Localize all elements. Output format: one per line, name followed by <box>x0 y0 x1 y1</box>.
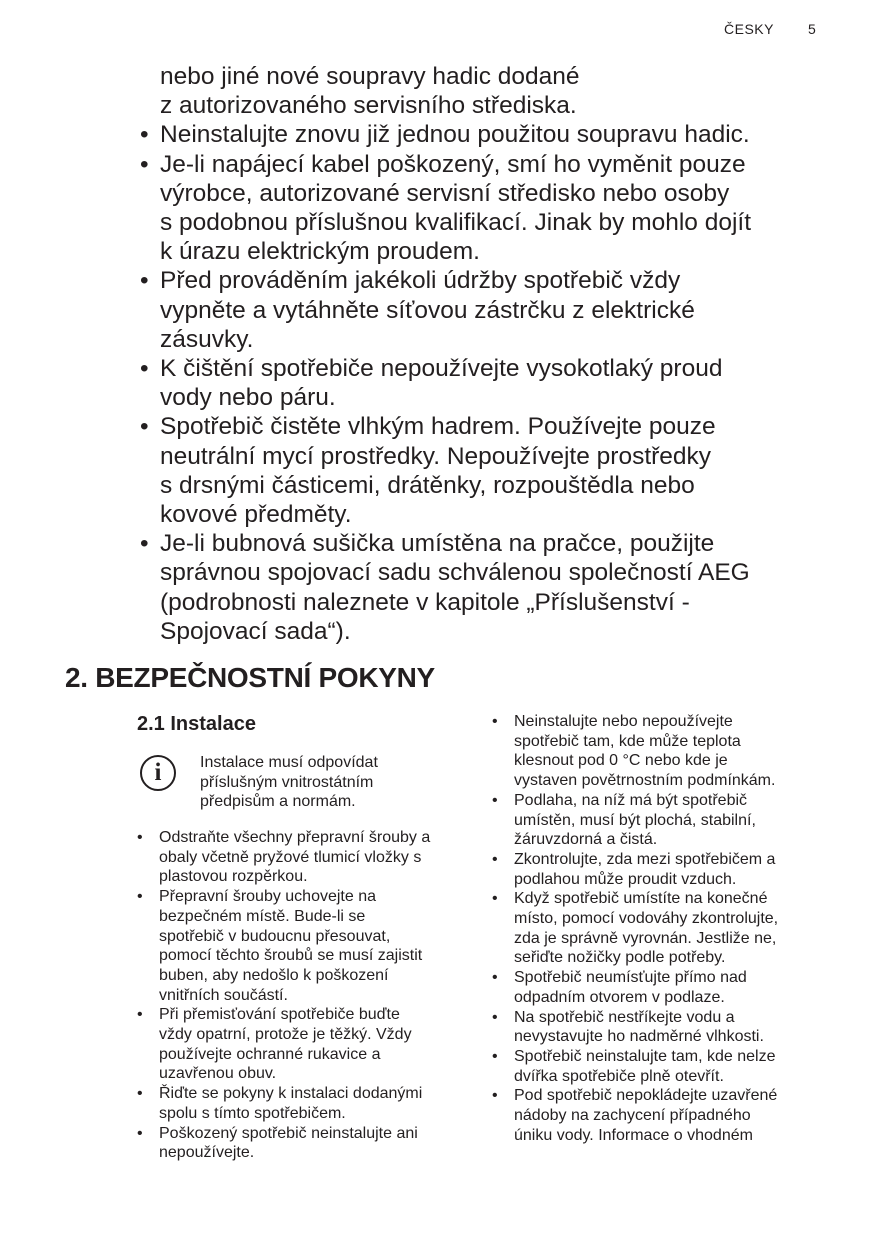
list-item-line: spolu s tímto spotřebičem. <box>159 1104 346 1122</box>
list-item-line: Poškozený spotřebič neinstalujte ani <box>159 1124 418 1142</box>
list-item-line: Když spotřebič umístíte na konečné <box>514 890 768 908</box>
list-item-line: Je-li napájecí kabel poškozený, smí ho vyměnit pouze <box>160 150 746 178</box>
bullet-icon: • <box>140 121 149 149</box>
list-item-line: vždy opatrní, protože je těžký. Vždy <box>159 1026 412 1044</box>
list-item-line: výrobce, autorizované servisní středisko nebo osoby <box>160 179 730 207</box>
list-item <box>140 266 840 354</box>
list-item-line: nebo jiné nové soupravy hadic dodané <box>160 63 580 90</box>
list-item-line: Neinstalujte znovu již jednou použitou soupravu hadic. <box>160 121 750 149</box>
list-item-line: seřiďte nožičky podle potřeby. <box>514 949 726 967</box>
installation-list-right <box>492 712 822 1145</box>
bullet-icon: • <box>492 850 498 868</box>
list-item-line: klesnout pod 0 °C nebo kde je <box>514 752 728 770</box>
list-item-line: Řiďte se pokyny k instalaci dodanými <box>159 1085 423 1103</box>
note-line: Instalace musí odpovídat <box>200 754 378 771</box>
bullet-icon: • <box>137 888 143 906</box>
list-item <box>140 354 840 412</box>
subsection-title: 2.1 Instalace <box>137 713 256 735</box>
list-item-line: odpadním otvorem v podlaze. <box>514 988 725 1006</box>
list-item-line: Pod spotřebič nepokládejte uzavřené <box>514 1087 778 1105</box>
list-item-line: nádoby na zachycení případného <box>514 1107 751 1125</box>
list-item-line: Odstraňte všechny přepravní šrouby a <box>159 829 431 846</box>
list-item <box>137 1084 477 1123</box>
bullet-icon: • <box>140 413 149 441</box>
list-item-line: Podlaha, na níž má být spotřebič <box>514 791 748 809</box>
list-item-line: vystaven povětrnostním podmínkám. <box>514 772 776 790</box>
list-item <box>140 150 840 267</box>
list-item <box>140 120 840 149</box>
bullet-icon: • <box>492 969 498 987</box>
bullet-icon: • <box>492 713 498 730</box>
info-note <box>200 753 378 812</box>
language-label: ČESKY <box>724 21 774 37</box>
list-item-line: Spotřebič neinstalujte tam, kde nelze <box>514 1047 776 1065</box>
list-item <box>137 887 477 1005</box>
list-item-line: vody nebo páru. <box>160 384 336 412</box>
list-item-line: z autorizovaného servisního střediska. <box>160 92 577 120</box>
bullet-icon: • <box>492 1047 498 1065</box>
list-item-line: Při přemisťování spotřebiče buďte <box>159 1006 400 1024</box>
bullet-icon: • <box>492 890 498 908</box>
page-number: 5 <box>808 21 817 37</box>
bullet-icon: • <box>140 530 149 558</box>
bullet-icon: • <box>137 1006 143 1024</box>
list-item-line: zda je správně vyrovnán. Jestliže ne, <box>514 929 777 947</box>
bullet-icon: • <box>137 829 143 846</box>
list-item-line: Spotřebič neumísťujte přímo nad <box>514 969 747 987</box>
list-item-line: zásuvky. <box>160 325 254 353</box>
installation-list-left <box>137 828 477 1163</box>
bullet-icon: • <box>492 791 498 809</box>
bullet-icon: • <box>140 267 149 295</box>
note-line: příslušným vnitrostátním <box>200 773 374 791</box>
list-item <box>492 1047 822 1086</box>
list-item <box>492 791 822 850</box>
list-item-line: místo, pomocí vodováhy zkontrolujte, <box>514 910 779 928</box>
list-item-line: plastovou rozpěrkou. <box>159 868 308 886</box>
list-item <box>140 412 840 529</box>
list-item-line: spotřebič v budoucnu přesouvat, <box>159 927 391 945</box>
list-item <box>137 1124 477 1163</box>
list-item-line: Spotřebič čistěte vlhkým hadrem. Používejte pouze <box>160 413 716 441</box>
list-item-line: bezpečném místě. Bude-li se <box>159 907 366 925</box>
list-item-line: používejte ochranné rukavice a <box>159 1045 381 1063</box>
list-item-line: s drsnými částicemi, drátěnky, rozpouštědla nebo <box>160 471 695 499</box>
list-item-line: Na spotřebič nestříkejte vodu a <box>514 1008 735 1026</box>
intro-bullet-list <box>140 62 840 646</box>
list-item-line: neutrální mycí prostředky. Nepoužívejte prostředky <box>160 442 712 470</box>
list-item-line: správnou spojovací sadu schválenou společností AEG <box>160 559 750 587</box>
list-item-line: úniku vody. Informace o vhodném <box>514 1126 753 1144</box>
info-icon: i <box>140 755 176 791</box>
list-item-line: vypněte a vytáhněte síťovou zástrčku z elektrické <box>160 296 695 324</box>
list-item-line: kovové předměty. <box>160 501 352 529</box>
bullet-icon: • <box>492 1087 498 1105</box>
list-item-line: pomocí těchto šroubů se musí zajistit <box>159 947 423 965</box>
list-item-line: s podobnou příslušnou kvalifikací. Jinak by mohlo dojít <box>160 209 752 237</box>
bullet-icon: • <box>140 150 149 178</box>
list-item-line: umístěn, musí být plochá, stabilní, <box>514 811 756 829</box>
list-item <box>492 889 822 968</box>
list-item-line: Spojovací sada“). <box>160 617 351 645</box>
list-item-line: vnitřních součástí. <box>159 986 288 1004</box>
list-item-line: nepoužívejte. <box>159 1144 255 1162</box>
list-item-line: k úrazu elektrickým proudem. <box>160 238 480 266</box>
list-item-line: K čištění spotřebiče nepoužívejte vysokotlaký proud <box>160 355 723 383</box>
list-item-line: dvířka spotřebiče plně otevřít. <box>514 1067 724 1085</box>
bullet-icon: • <box>140 355 149 383</box>
list-item-line: Přepravní šrouby uchovejte na <box>159 888 377 906</box>
list-item-line: žáruvzdorná a čistá. <box>514 831 658 849</box>
list-item-line: Je-li bubnová sušička umístěna na pračce, použijte <box>160 530 715 558</box>
list-item-line: nevystavujte ho nadměrné vlhkosti. <box>514 1028 764 1046</box>
list-item-line: Před prováděním jakékoli údržby spotřebič vždy <box>160 267 681 295</box>
note-line: předpisům a normám. <box>200 793 356 810</box>
list-item-line: (podrobnosti naleznete v kapitole „Příslušenství - <box>160 588 690 616</box>
list-item <box>492 1008 822 1047</box>
list-item-line: podlahou může proudit vzduch. <box>514 870 737 888</box>
list-item <box>492 1086 822 1145</box>
bullet-icon: • <box>137 1124 143 1142</box>
bullet-icon: • <box>492 1008 498 1026</box>
list-item <box>137 828 477 887</box>
list-item-line: Neinstalujte nebo nepoužívejte <box>514 713 733 730</box>
section-title: 2. BEZPEČNOSTNÍ POKYNY <box>65 662 435 693</box>
list-item <box>492 850 822 889</box>
list-item-line: Zkontrolujte, zda mezi spotřebičem a <box>514 850 776 868</box>
list-item-line: uzavřenou obuv. <box>159 1065 277 1083</box>
list-item-line: buben, aby nedošlo k poškození <box>159 966 389 984</box>
list-item <box>140 62 840 120</box>
list-item-line: spotřebič tam, kde může teplota <box>514 732 741 750</box>
list-item-line: obaly včetně pryžové tlumicí vložky s <box>159 848 422 866</box>
list-item <box>492 968 822 1007</box>
list-item <box>492 712 822 791</box>
bullet-icon: • <box>137 1085 143 1103</box>
list-item <box>137 1005 477 1084</box>
list-item <box>140 529 840 646</box>
